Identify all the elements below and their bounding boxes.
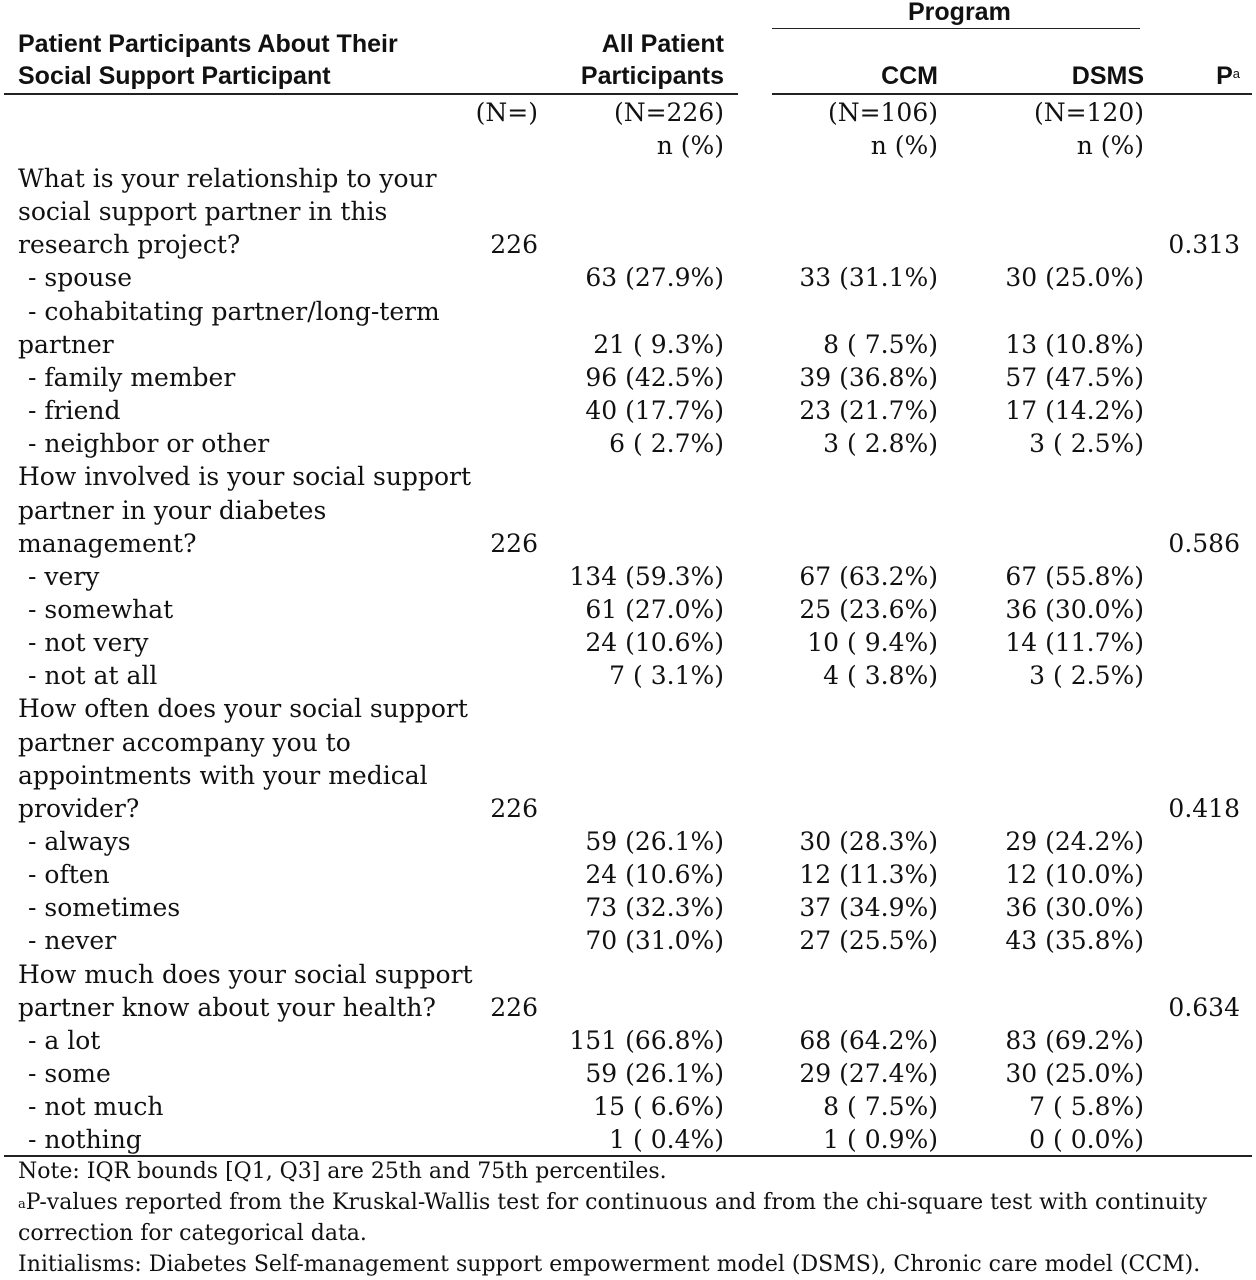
ccm-cell: 39 (36.8%) [799,362,938,392]
ccm-cell: 37 (34.9%) [799,893,938,923]
ccm-cell: 23 (21.7%) [799,396,938,426]
dsms-cell: 3 ( 2.5%) [1029,661,1144,691]
table-row [0,261,1256,294]
table-row [0,328,1256,361]
all-participants-cell: 96 (42.5%) [585,362,724,392]
all-n: (N=226) [613,98,724,127]
header-rule-left [4,93,738,95]
row-label-header-line1: Patient Participants About Their [18,30,398,58]
dsms-n: (N=120) [1033,98,1144,127]
row-label: - a lot [28,1025,101,1055]
note-initialisms: Initialisms: Diabetes Self-management support empowerment model (DSMS), Chronic care model (CCM). [18,1252,1201,1277]
p-value-header [1216,62,1240,91]
p-value-cell: 0.313 [1168,230,1240,260]
note-superscript: a [18,1197,26,1212]
dsms-cell: 36 (30.0%) [1005,594,1144,624]
table-row [0,858,1256,891]
table-row [0,825,1256,858]
row-label: - neighbor or other [28,429,270,459]
row-label: - not very [28,628,149,658]
table-row [0,593,1256,626]
p-value-cell: 0.586 [1168,528,1240,558]
n-cell: 226 [490,528,538,558]
row-label: - not at all [28,661,158,691]
ccm-cell: 1 ( 0.9%) [823,1125,938,1155]
n-cell: 226 [490,793,538,823]
row-label: partner in your diabetes [18,495,327,525]
table-row [0,460,1256,493]
dsms-cell: 7 ( 5.8%) [1029,1092,1144,1122]
all-participants-cell: 15 ( 6.6%) [593,1092,724,1122]
ccm-n: (N=106) [827,98,938,127]
p-label: P [1216,62,1233,90]
row-label: - never [28,926,117,956]
row-label: - cohabitating partner/long-term [28,296,440,326]
table-row [0,759,1256,792]
row-label: - somewhat [28,594,174,624]
ccm-header: CCM [881,62,938,90]
dsms-cell: 12 (10.0%) [1005,860,1144,890]
table-row [0,162,1256,195]
header-rule-right [772,93,1252,95]
dsms-cell: 14 (11.7%) [1005,628,1144,658]
row-label: - very [28,561,100,591]
row-label: research project? [18,230,241,260]
p-value-cell: 0.634 [1168,992,1240,1022]
row-label: - some [28,1059,111,1089]
all-participants-cell: 61 (27.0%) [585,594,724,624]
dsms-header: DSMS [1071,62,1144,90]
p-value-cell: 0.418 [1168,793,1240,823]
dsms-cell: 67 (55.8%) [1005,561,1144,591]
subheader-n-row [0,96,1256,129]
dsms-cell: 30 (25.0%) [1005,1059,1144,1089]
ccm-cell: 29 (27.4%) [799,1059,938,1089]
all-unit: n (%) [656,131,724,160]
table-row [0,295,1256,328]
p-superscript: a [1232,66,1240,81]
table-row [0,924,1256,957]
row-label: appointments with your medical [18,760,428,790]
row-label: - always [28,827,131,856]
ccm-cell: 10 ( 9.4%) [807,628,938,658]
table-row [0,394,1256,427]
note-pvalues-cont: correction for categorical data. [18,1221,367,1246]
table-row [0,195,1256,228]
row-label: What is your relationship to your [18,164,437,193]
ccm-cell: 30 (28.3%) [799,827,938,856]
row-label: social support partner in this [18,197,388,227]
dsms-cell: 36 (30.0%) [1005,893,1144,923]
dsms-cell: 3 ( 2.5%) [1029,429,1144,459]
ccm-cell: 27 (25.5%) [799,926,938,956]
all-participants-cell: 7 ( 3.1%) [609,661,724,691]
row-label: How much does your social support [18,959,473,989]
all-participants-cell: 70 (31.0%) [585,926,724,956]
n-cell: 226 [490,230,538,260]
all-participants-cell: 1 ( 0.4%) [609,1125,724,1155]
row-label: - family member [28,362,236,392]
table-row [0,361,1256,394]
row-label: How involved is your social support [18,462,471,492]
table-row [0,726,1256,759]
program-group-header: Program [908,0,1011,26]
ccm-cell: 68 (64.2%) [799,1025,938,1055]
all-participants-cell: 151 (66.8%) [569,1025,724,1055]
all-participants-header-line2: Participants [580,62,724,90]
note-iqr: Note: IQR bounds [Q1, Q3] are 25th and 75th percentiles. [18,1159,667,1184]
ccm-cell: 8 ( 7.5%) [823,1092,938,1122]
n-label: (N=) [475,98,538,127]
ccm-cell: 33 (31.1%) [799,263,938,293]
ccm-cell: 25 (23.6%) [799,594,938,624]
row-label: - nothing [28,1125,142,1155]
all-participants-cell: 24 (10.6%) [585,628,724,658]
all-participants-cell: 40 (17.7%) [585,396,724,426]
table-row [0,692,1256,725]
ccm-cell: 3 ( 2.8%) [823,429,938,459]
table-row [0,527,1256,560]
dsms-cell: 0 ( 0.0%) [1029,1125,1144,1155]
note-pvalues-text: P-values reported from the Kruskal-Wallis test for continuous and from the chi-square test with continuity [25,1190,1208,1215]
row-label: - friend [28,396,121,426]
all-participants-cell: 63 (27.9%) [585,263,724,293]
table-row [0,1024,1256,1057]
ccm-cell: 12 (11.3%) [799,860,938,890]
table-row [0,1123,1256,1156]
dsms-unit: n (%) [1076,131,1144,160]
row-label-header-line2: Social Support Participant [18,62,331,90]
table-row [0,228,1256,261]
all-participants-cell: 134 (59.3%) [569,561,724,591]
dsms-cell: 30 (25.0%) [1005,263,1144,293]
subheader-unit-row [0,129,1256,162]
ccm-cell: 4 ( 3.8%) [823,661,938,691]
ccm-unit: n (%) [870,131,938,160]
dsms-cell: 43 (35.8%) [1005,926,1144,956]
row-label: - spouse [28,263,133,293]
table-row [0,958,1256,991]
all-participants-cell: 24 (10.6%) [585,860,724,890]
row-label: management? [18,528,197,558]
row-label: partner [18,329,114,359]
row-label: - not much [28,1092,164,1122]
program-underline [772,28,1140,29]
table-row [0,792,1256,825]
table-row [0,626,1256,659]
table-row [0,560,1256,593]
n-cell: 226 [490,992,538,1022]
dsms-cell: 13 (10.8%) [1005,329,1144,359]
table-row [0,1090,1256,1123]
dsms-cell: 57 (47.5%) [1005,362,1144,392]
all-participants-cell: 6 ( 2.7%) [609,429,724,459]
all-participants-cell: 73 (32.3%) [585,893,724,923]
table-row [0,427,1256,460]
all-participants-cell: 59 (26.1%) [585,827,724,856]
dsms-cell: 83 (69.2%) [1005,1025,1144,1055]
ccm-cell: 8 ( 7.5%) [823,329,938,359]
all-participants-header-line1: All Patient [601,30,724,58]
row-label: partner know about your health? [18,992,436,1022]
note-pvalues [18,1187,1207,1218]
row-label: - sometimes [28,893,181,923]
all-participants-cell: 21 ( 9.3%) [593,329,724,359]
table-row [0,659,1256,692]
table-row [0,494,1256,527]
row-label: How often does your social support [18,694,468,724]
ccm-cell: 67 (63.2%) [799,561,938,591]
table-row [0,991,1256,1024]
table-row [0,1057,1256,1090]
row-label: provider? [18,793,140,823]
row-label: - often [28,860,110,890]
table-row [0,891,1256,924]
dsms-cell: 29 (24.2%) [1005,827,1144,856]
row-label: partner accompany you to [18,727,351,757]
dsms-cell: 17 (14.2%) [1005,396,1144,426]
all-participants-cell: 59 (26.1%) [585,1059,724,1089]
